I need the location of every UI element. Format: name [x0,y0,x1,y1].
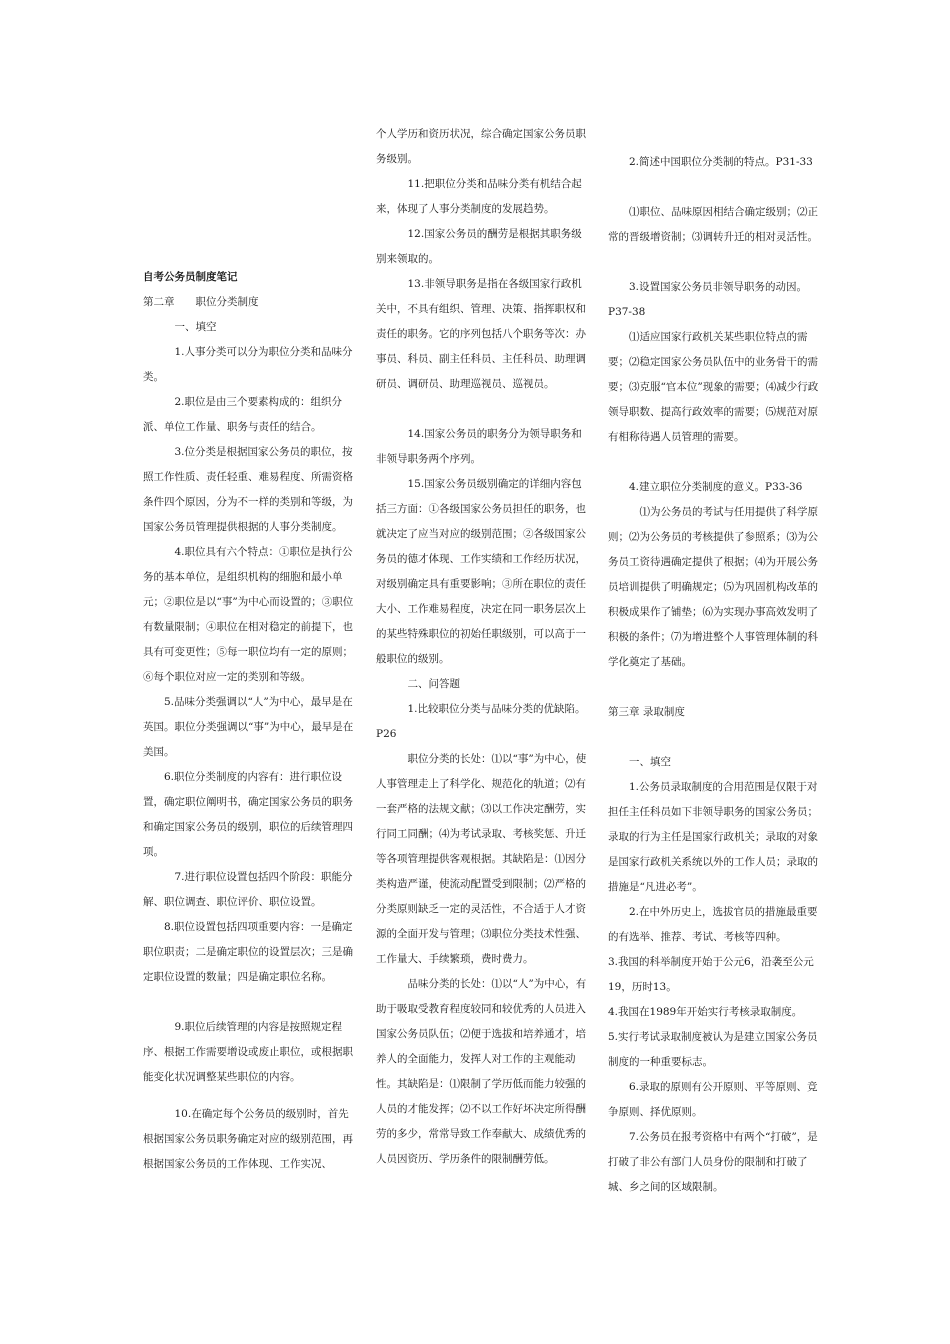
list-item: 1.人事分类可以分为职位分类和品味分类。 [143,346,353,383]
list-item: 7.进行职位设置包括四个阶段：职能分解、职位调查、职位评价、职位设置。 [143,871,353,908]
answer-paragraph: ⑴职位、品味原因相结合确定级别；⑵正常的晋级增资制；⑶调转升迁的相对灵活性。 [608,206,818,243]
column-right [608,150,820,1200]
list-item: 3.我国的科举制度开始于公元6，沿袭至公元19，历时13。 [608,956,814,993]
document-title: 自考公务员制度笔记 [143,271,238,283]
answer-paragraph: 职位分类的长处：⑴以“事”为中心，使人事管理走上了科学化、规范化的轨道；⑵有一套严格的法规文献；⑶以工作决定酬劳，实行同工同酬；⑷为考试录取、考核奖惩、升迁等各项管理提供客观根据。其缺陷是：⑴因分类构造严谨，使流动配置受到限制；⑵严格的分类原则缺乏一定的灵活性，不合适于人才资源的全面开发与管理；⑶职位分类技术性强、工作量大、手续繁琐，费时费力。 [376,753,587,965]
list-item: 3.位分类是根据国家公务员的职位，按照工作性质、责任轻重、难易程度、所需资格条件四个原因，分为不一样的类别和等级，为国家公务员管理提供根据的人事分类制度。 [143,446,353,533]
list-item: 4.我国在1989年开始实行考核录取制度。 [608,1006,803,1018]
list-item: 11.把职位分类和品味分类有机结合起来，体现了人事分类制度的发展趋势。 [376,178,582,215]
list-item: 12.国家公务员的酬劳是根据其职务级别来领取的。 [376,228,582,265]
list-item: 9.职位后续管理的内容是按照规定程序、根据工作需要增设或废止职位，或根据职能变化状况调整某些职位的内容。 [143,1021,353,1083]
list-item: 6.录取的原则有公开原则、平等原则、竞争原则、择优原则。 [608,1081,818,1118]
list-item: 8.职位设置包括四项重要内容：一是确定职位职责；二是确定职位的设置层次；三是确定职位设置的数量；四是确定职位名称。 [143,921,353,983]
list-item: 14.国家公务员的职务分为领导职务和非领导职务两个序列。 [376,428,582,465]
list-item: 6.职位分类制度的内容有：进行职位设置，确定职位阐明书，确定国家公务员的职务和确定国家公务员的级别，职位的后续管理四项。 [143,771,353,858]
chapter-3-heading: 第三章 录取制度 [608,706,685,718]
list-item: 15.国家公务员级别确定的详细内容包括三方面：①各级国家公务员担任的职务，也就决定了应当对应的级别范围；②各级国家公务员的德才体现、工作实绩和工作经历状况，对级别确定具有重要影响；③所在职位的责任大小、工作难易程度，决定在同一职务层次上的某些特殊职位的初始任职级别，可以高于一般职位的级别。 [376,478,586,665]
question-4: 4.建立职位分类制度的意义。P33-36 [629,481,803,493]
section-qa-heading: 二、问答题 [407,678,460,690]
answer-paragraph: ⑴适应国家行政机关某些职位特点的需要；⑵稳定国家公务员队伍中的业务骨干的需要；⑶克服“官本位”现象的需要；⑷减少行政领导职数、提高行政效率的需要；⑸规范对原有相称待遇人员管理的需要。 [608,331,819,443]
continued-text: 个人学历和资历状况，综合确定国家公务员职务级别。 [376,128,586,165]
question-3: 3.设置国家公务员非领导职务的动因。P37-38 [608,281,808,318]
section-fill-blank-heading: 一、填空 [174,321,217,333]
list-item: 2.在中外历史上，选拔官员的措施最重要的有选举、推荐、考试、考核等四种。 [608,906,818,943]
answer-paragraph: ⑴为公务员的考试与任用提供了科学原则；⑵为公务员的考核提供了参照系；⑶为公务员工资待遇确定提供了根据；⑷为开展公务员培训提供了明确规定；⑸为巩固机构改革的积极成果作了铺垫；⑹为实现办事高效发明了积极的条件；⑺为增进整个人事管理体制的科学化奠定了基础。 [608,506,818,668]
list-item: 4.职位具有六个特点：①职位是执行公务的基本单位，是组织机构的细胞和最小单元；②职位是以“事”为中心而设置的；③职位有数量限制；④职位在相对稳定的前提下，也具有可变更性；⑤每一职位均有一定的原则；⑥每个职位对应一定的类别和等级。 [143,546,354,683]
column-left [143,265,355,1177]
list-item: 7.公务员在报考资格中有两个“打破”，是打破了非公有部门人员身份的限制和打破了城、乡之间的区域限制。 [608,1131,818,1193]
list-item: 1.公务员录取制度的合用范围是仅限于对担任主任科员如下非领导职务的国家公务员；录取的行为主任是国家行政机关；录取的对象是国家行政机关系统以外的工作人员；录取的措施是“凡进必考”。 [608,781,818,893]
list-item: 5.实行考试录取制度被认为是建立国家公务员制度的一种重要标志。 [608,1031,818,1068]
list-item: 10.在确定每个公务员的级别时，首先根据国家公务员职务确定对应的级别范围，再根据国家公务员的工作体现、工作实况、 [143,1108,353,1170]
section-fill-blank-heading: 一、填空 [629,756,671,768]
list-item: 13.非领导职务是指在各级国家行政机关中，不具有组织、管理、决策、指挥职权和责任的职务。它的序列包括八个职务等次：办事员、科员、副主任科员、主任科员、助理调研员、调研员、助理巡视员、巡视员。 [376,278,586,390]
question-2: 2.简述中国职位分类制的特点。P31-33 [629,156,813,168]
list-item: 5.品味分类强调以“人”为中心，最早是在英国。职位分类强调以“事”为中心，最早是在美国。 [143,696,354,758]
column-middle [376,122,588,1172]
answer-paragraph: 品味分类的长处：⑴以“人”为中心，有助于吸取受教育程度较同和较优秀的人员进入国家公务员队伍；⑵便于选拔和培养通才，培养人的全面能力，发挥人对工作的主观能动性。其缺陷是：⑴限制了学历低而能力较强的人员的才能发挥；⑵不以工作好坏决定所得酬劳的多少，常常导致工作奉献大、成绩优秀的人员因资历、学历条件的限制酬劳低。 [376,978,587,1165]
chapter-2-heading: 第二章 职位分类制度 [143,296,259,308]
question-1: 1.比较职位分类与品味分类的优缺陷。P26 [376,703,586,740]
list-item: 2.职位是由三个要素构成的：组织分派、单位工作量、职务与责任的结合。 [143,396,343,433]
